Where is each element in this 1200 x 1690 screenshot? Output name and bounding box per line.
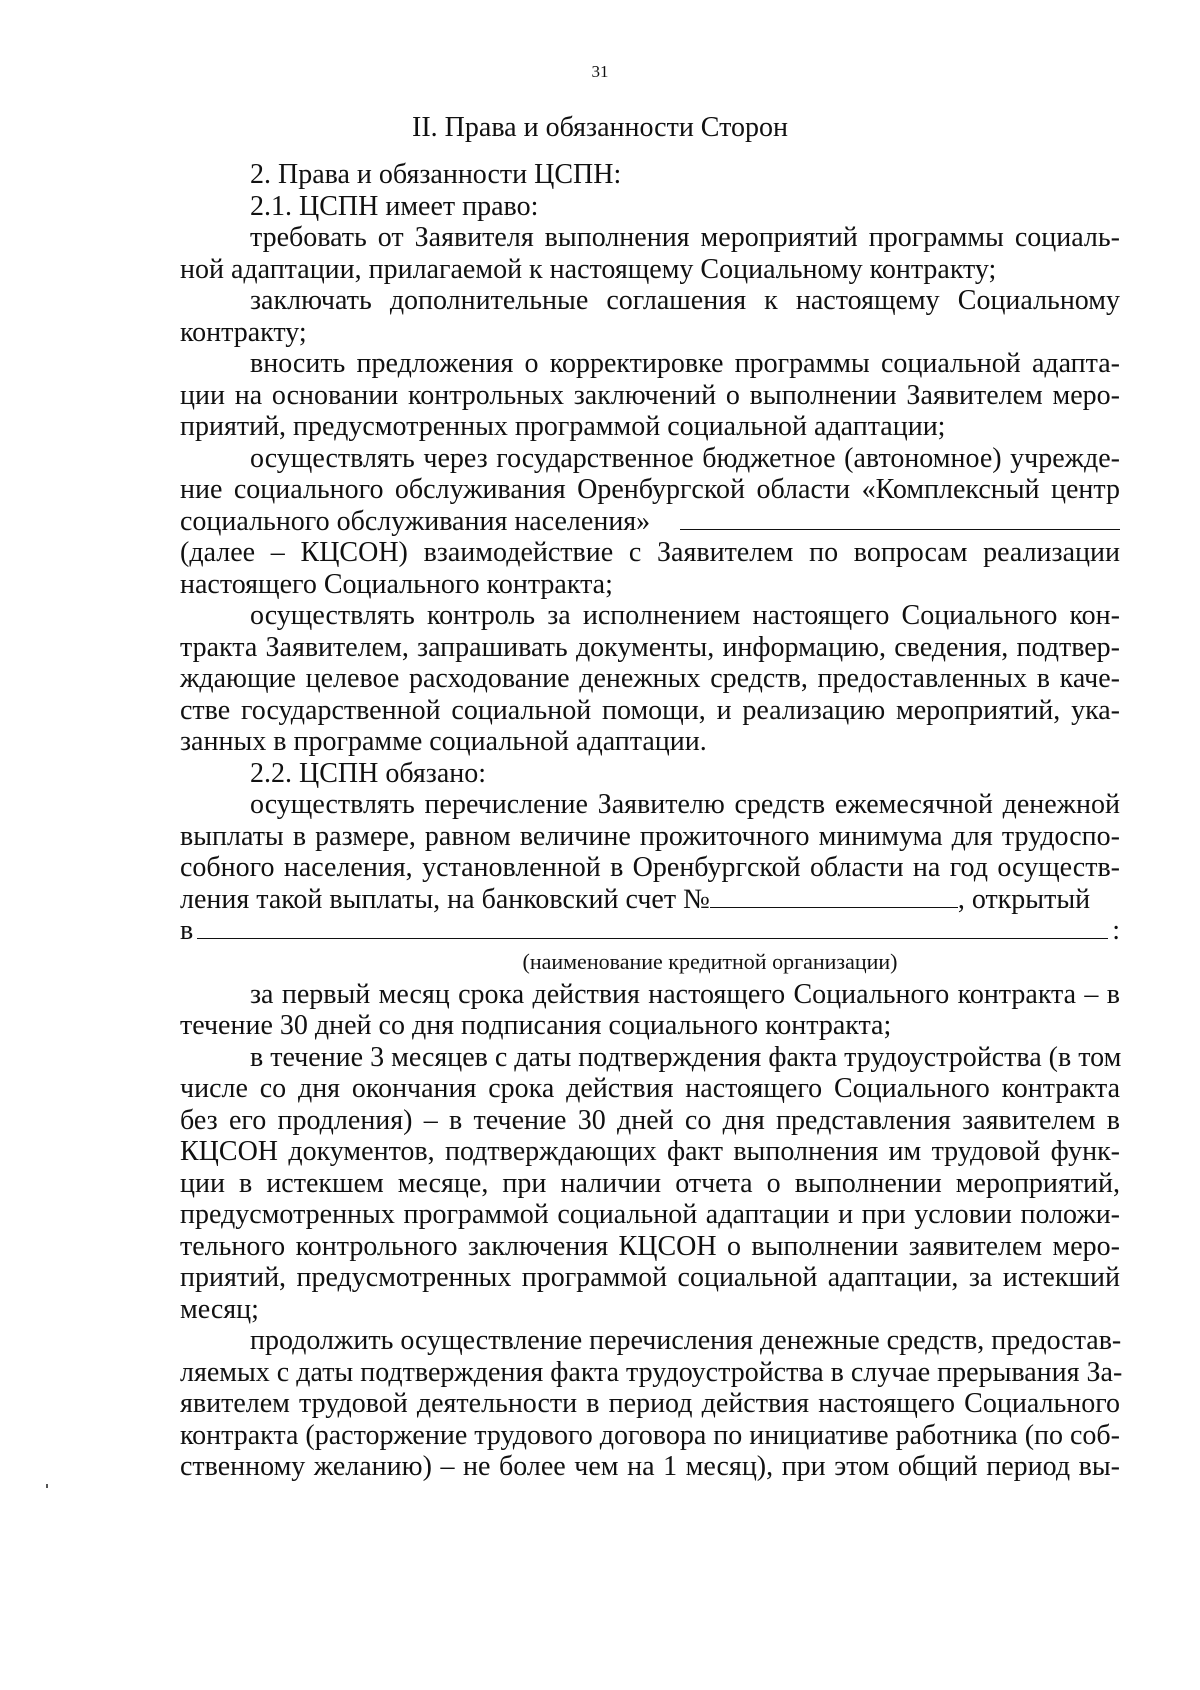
text-line: тельного контрольного заключения КЦСОН о выполнении заявителем меро- <box>180 1230 1120 1262</box>
text-line: настоящего Социального контракта; <box>180 568 613 600</box>
text-line: : <box>1112 915 1120 946</box>
clause-2-1-heading: 2.1. ЦСПН имеет право: <box>250 190 539 222</box>
text-line: выплаты в размере, равном величине прожиточного минимума для трудоспо- <box>180 820 1120 852</box>
text-line: течение 30 дней со дня подписания социального контракта; <box>180 1010 892 1041</box>
scan-speck <box>46 1484 48 1488</box>
document-body <box>180 159 1123 1483</box>
text-line: ние социального обслуживания Оренбургской области «Комплексный центр <box>180 474 1120 505</box>
text-line: осуществлять через государственное бюджетное (автономное) учрежде- <box>250 442 1120 474</box>
text-line: стве государственной социальной помощи, и реализацию мероприятий, ука- <box>180 694 1120 726</box>
text-line: социального обслуживания населения» <box>180 505 651 537</box>
bank-name-row <box>180 915 1120 947</box>
text-line: за первый месяц срока действия настоящего Социального контракта – в <box>250 978 1120 1010</box>
text-line: КЦСОН документов, подтверждающих факт выполнения им трудовой функ- <box>180 1136 1120 1167</box>
text-line: в течение 3 месяцев с даты подтверждения факта трудоустройства (в том <box>250 1041 1122 1073</box>
text-line: требовать от Заявителя выполнения мероприятий программы социаль- <box>250 222 1120 253</box>
text-line: ственному желанию) – не более чем на 1 месяц), при этом общий период вы- <box>180 1451 1120 1482</box>
text-line: ции в истекшем месяце, при наличии отчета о выполнении мероприятий, <box>180 1167 1120 1199</box>
section-title: II. Права и обязанности Сторон <box>412 112 788 143</box>
text-line: ления такой выплаты, на банковский счет № <box>180 883 710 915</box>
text-line: осуществлять контроль за исполнением настоящего Социального кон- <box>250 600 1120 631</box>
bank-account-row <box>180 884 1120 916</box>
text-line: заключать дополнительные соглашения к настоящему Социальному <box>250 285 1120 316</box>
text-line: ции на основании контрольных заключений о выполнении Заявителем меро- <box>180 379 1120 411</box>
text-line: в <box>180 915 194 946</box>
text-line: контракта (расторжение трудового договора по инициативе работника (по соб- <box>180 1419 1120 1451</box>
text-line: осуществлять перечисление Заявителю средств ежемесячной денежной <box>250 789 1120 820</box>
text-line: явителем трудовой деятельности в период действия настоящего Социального <box>180 1388 1120 1419</box>
clause-2-2-heading: 2.2. ЦСПН обязано: <box>250 757 487 789</box>
text-line: ляемых с даты подтверждения факта трудоустройства в случае прерывания За- <box>180 1356 1123 1388</box>
text-line: вносить предложения о корректировке программы социальной адапта- <box>250 348 1120 379</box>
text-line: продолжить осуществление перечисления денежные средств, предостав- <box>250 1325 1122 1356</box>
text-line: тракта Заявителем, запрашивать документы, информацию, сведения, подтвер- <box>180 631 1120 663</box>
bank-account-blank <box>710 885 958 908</box>
text-line: (далее – КЦСОН) взаимодействие с Заявителем по вопросам реализации <box>180 537 1120 568</box>
text-line: ной адаптации, прилагаемой к настоящему Социальному контракту; <box>180 253 997 285</box>
text-line: приятий, предусмотренных программой социальной адаптации, за истекший <box>180 1262 1120 1293</box>
text-line: числе со дня окончания срока действия настоящего Социального контракта <box>180 1073 1120 1104</box>
text-line: месяц; <box>180 1293 259 1325</box>
text-line: без его продления) – в течение 30 дней со дня представления заявителем в <box>180 1104 1120 1136</box>
text-line: собного населения, установленной в Оренбургской области на год осуществ- <box>180 852 1120 883</box>
kcson-name-row <box>180 506 1120 538</box>
blank-caption: (наименование кредитной организации) <box>522 948 898 974</box>
bank-name-blank <box>197 916 1108 939</box>
text-line: , открытый <box>957 883 1091 915</box>
clause-2-heading: 2. Права и обязанности ЦСПН: <box>250 159 622 190</box>
text-line: предусмотренных программой социальной адаптации и при условии положи- <box>180 1199 1120 1230</box>
text-line: занных в программе социальной адаптации. <box>180 726 707 757</box>
text-line: приятий, предусмотренных программой социальной адаптации; <box>180 411 946 442</box>
text-line: ждающие целевое расходование денежных средств, предоставленных в каче- <box>180 663 1120 694</box>
kcson-name-blank <box>680 507 1120 530</box>
page-number: 31 <box>591 62 609 81</box>
text-line: контракту; <box>180 316 307 348</box>
